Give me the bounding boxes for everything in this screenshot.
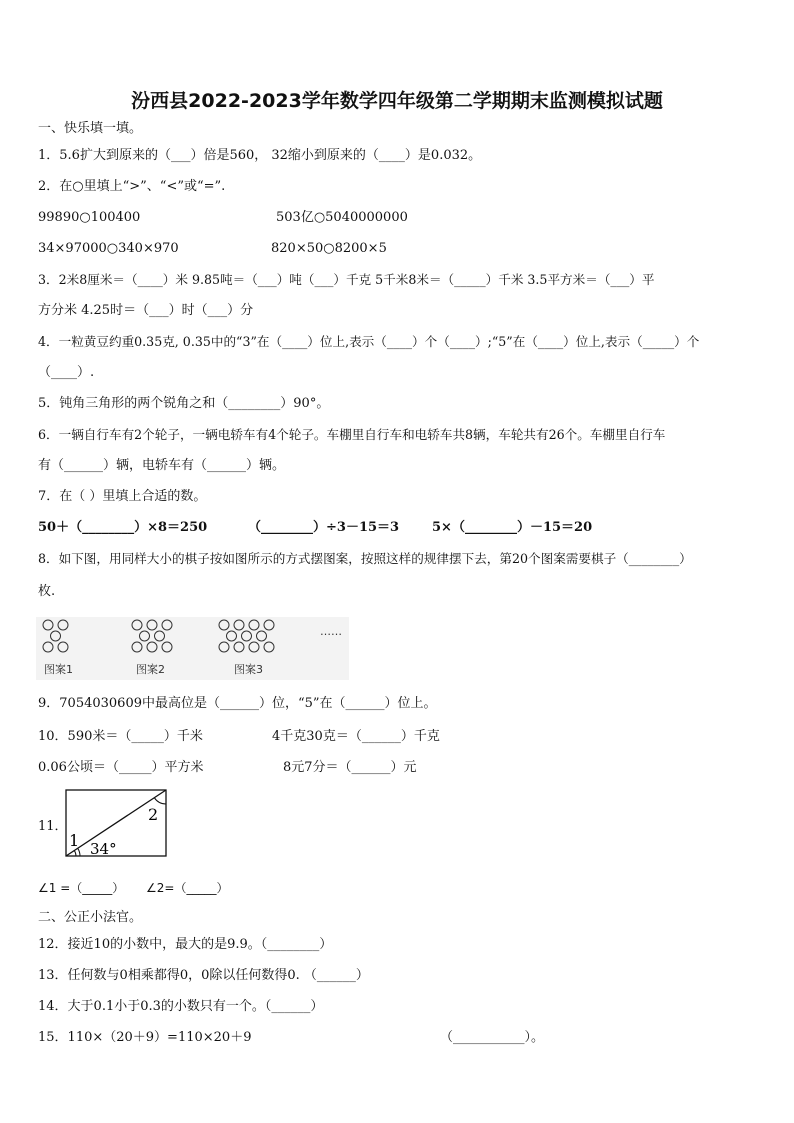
question-6-line-2: 有（______）辆，电轿车有（______）辆。 <box>38 458 286 473</box>
pattern-label-3: 图案3 <box>234 663 263 676</box>
question-1: 1．5.6扩大到原来的（___）倍是560， 32缩小到原来的（____）是0.032。 <box>38 148 482 163</box>
pattern2-disc <box>162 642 172 652</box>
pattern3-disc <box>257 631 267 641</box>
pattern1-disc <box>51 631 61 641</box>
question-11-figure <box>64 788 168 864</box>
question-15-answer: （___________）。 <box>440 1030 545 1045</box>
question-3-line-1: 3．2米8厘米＝（____）米 9.85吨＝（___）吨（___）千克 5千米8米＝（_____）千米 3.5平方米＝（___）平 <box>38 272 655 287</box>
question-7-item-c: 5×（________）－15＝20 <box>432 520 593 535</box>
pattern2-disc <box>132 642 142 652</box>
pattern-svg <box>36 617 349 680</box>
question-7-item-b: （________）÷3－15＝3 <box>248 520 400 535</box>
question-9: 9．7054030609中最高位是（______）位，“5”在（______）位上。 <box>38 696 437 711</box>
question-2-item-d: 820×50○8200×5 <box>271 241 387 256</box>
pattern3-disc <box>234 642 244 652</box>
question-10-item-d: 8元7分＝（______）元 <box>283 760 417 775</box>
question-10-item-b: 4千克30克＝（______）千克 <box>272 729 440 744</box>
pattern1-disc <box>43 620 53 630</box>
pattern2-disc <box>140 631 150 641</box>
angle-1-label: 1 <box>69 831 80 850</box>
pattern3-disc <box>219 620 229 630</box>
question-11-label: 11． <box>38 819 68 834</box>
pattern-label-2: 图案2 <box>136 663 165 676</box>
pattern3-disc <box>242 631 252 641</box>
angle-degree-label: 34° <box>90 840 117 858</box>
question-2-item-a: 99890○100400 <box>38 210 141 225</box>
pattern3-disc <box>219 642 229 652</box>
question-8-line-1: 8．如下图，用同样大小的棋子按如图所示的方式摆图案，按照这样的规律摆下去，第20个图案需要棋子（________） <box>38 551 692 566</box>
section-heading-2: 二、公正小法官。 <box>38 910 143 925</box>
question-5: 5．钝角三角形的两个锐角之和（________）90°。 <box>38 396 330 411</box>
pattern-label-1: 图案1 <box>44 663 73 676</box>
pattern1-disc <box>58 642 68 652</box>
question-7: 7．在（ ）里填上合适的数。 <box>38 489 207 504</box>
question-6-line-1: 6．一辆自行车有2个轮子，一辆电轿车有4个轮子。车棚里自行车和电轿车共8辆，车轮共有26个。车棚里自行车 <box>38 427 666 442</box>
question-7-item-a: 50＋（________）×8＝250 <box>38 520 208 535</box>
question-15: 15．110×（20＋9）=110×20＋9 <box>38 1030 252 1045</box>
pattern3-disc <box>234 620 244 630</box>
question-4-line-2: （____）. <box>38 365 95 380</box>
pattern2-disc <box>147 642 157 652</box>
rectangle-diagram <box>64 788 168 860</box>
question-3-line-2: 方分米 4.25时＝（___）时（___）分 <box>38 303 254 318</box>
question-10-item-c: 0.06公顷＝（_____）平方米 <box>38 760 204 775</box>
question-2-item-c: 34×97000○340×970 <box>38 241 179 256</box>
question-10-item-a: 10．590米＝（_____）千米 <box>38 729 203 744</box>
question-14: 14．大于0.1小于0.3的小数只有一个。（______） <box>38 999 324 1014</box>
pattern-figure <box>36 617 349 680</box>
pattern2-disc <box>155 631 165 641</box>
pattern3-disc <box>249 620 259 630</box>
question-4-line-1: 4．一粒黄豆约重0.35克, 0.35中的“3”在（____）位上,表示（____）个（____）;“5”在（____）位上,表示（_____）个 <box>38 334 700 349</box>
question-8-line-2: 枚. <box>38 584 56 599</box>
question-11-answer-2: ∠2=（_____） <box>146 881 229 895</box>
pattern2-disc <box>132 620 142 630</box>
section-heading-1: 一、快乐填一填。 <box>38 121 143 136</box>
angle-2-label: 2 <box>148 805 159 824</box>
page-title: 汾西县2022-2023学年数学四年级第二学期期末监测模拟试题 <box>131 90 663 112</box>
pattern2-disc <box>147 620 157 630</box>
pattern3-disc <box>264 642 274 652</box>
question-2: 2．在○里填上“>”、“<”或“=”. <box>38 179 226 194</box>
question-11-answer-1: ∠1 =（_____） <box>38 881 125 895</box>
pattern3-disc <box>264 620 274 630</box>
pattern1-disc <box>58 620 68 630</box>
pattern-ellipsis: …… <box>320 625 342 638</box>
question-2-item-b: 503亿○5040000000 <box>276 210 408 225</box>
question-13: 13．任何数与0相乘都得0，0除以任何数得0. （______） <box>38 968 369 983</box>
pattern2-disc <box>162 620 172 630</box>
pattern3-disc <box>227 631 237 641</box>
pattern1-disc <box>43 642 53 652</box>
pattern3-disc <box>249 642 259 652</box>
question-12: 12．接近10的小数中，最大的是9.9。（________） <box>38 937 333 952</box>
